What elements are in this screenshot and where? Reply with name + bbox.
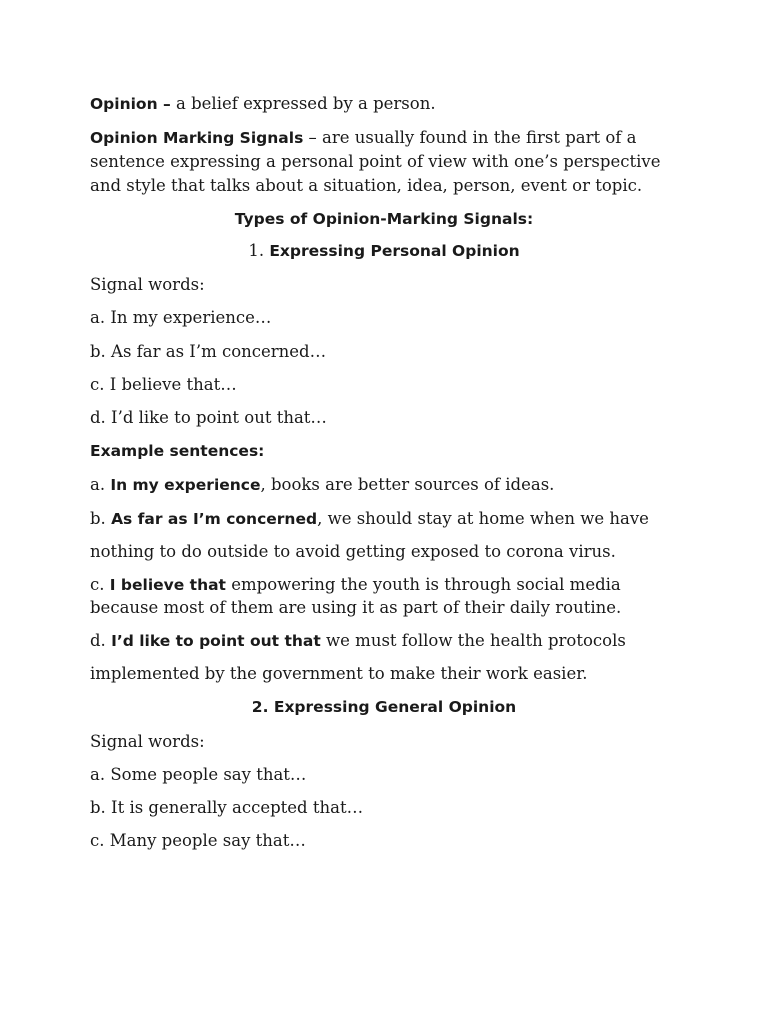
opinion-definition-text: a belief expressed by a person. (170, 94, 436, 113)
example-c-signal: I believe that (109, 576, 226, 594)
section-2-signal-a: a. Some people say that… (90, 765, 307, 784)
section-2-heading (0, 695, 768, 719)
example-c-text: empowering the youth is through social media (225, 575, 621, 594)
example-d (90, 629, 626, 653)
examples-heading-text: Example sentences: (90, 442, 265, 460)
section-2-signal-c: c. Many people say that… (90, 831, 306, 850)
section-1-number: 1. (248, 241, 270, 260)
types-heading-text: Types of Opinion-Marking Signals: (234, 210, 534, 228)
section-2-title: 2. Expressing General Opinion (251, 698, 517, 716)
example-a-text: , books are better sources of ideas. (260, 475, 555, 494)
example-c-line-2: because most of them are using it as part of their daily routine. (90, 598, 622, 617)
section-1-title: Expressing Personal Opinion (269, 242, 520, 260)
section-2-signal-b: b. It is generally accepted that… (90, 798, 364, 817)
example-b-prefix: b. (90, 509, 112, 528)
example-b-signal: As far as I’m concerned (111, 510, 318, 528)
example-b-text: , we should stay at home when we have (317, 509, 649, 528)
section-1-heading (0, 239, 768, 263)
signals-term: Opinion Marking Signals (90, 129, 304, 147)
section-1-signal-c: c. I believe that… (90, 375, 237, 394)
signals-definition-line-1 (90, 126, 637, 150)
example-d-signal: I’d like to point out that (111, 632, 321, 650)
signals-definition-line-2: sentence expressing a personal point of view with one’s perspective (90, 152, 661, 171)
example-d-line-2: implemented by the government to make their work easier. (90, 664, 588, 683)
opinion-definition (90, 92, 436, 116)
example-a-signal: In my experience (110, 476, 261, 494)
example-d-prefix: d. (90, 631, 112, 650)
example-b (90, 507, 649, 531)
opinion-term: Opinion – (90, 95, 171, 113)
examples-heading (90, 439, 264, 463)
signals-definition-line-3: and style that talks about a situation, idea, person, event or topic. (90, 176, 643, 195)
example-a (90, 473, 554, 497)
signals-definition-text: – are usually found in the first part of a (303, 128, 637, 147)
example-b-line-2: nothing to do outside to avoid getting exposed to corona virus. (90, 542, 616, 561)
types-heading (0, 207, 768, 231)
example-d-text: we must follow the health protocols (320, 631, 626, 650)
section-2-signal-label: Signal words: (90, 732, 205, 751)
section-1-signal-label: Signal words: (90, 275, 205, 294)
example-c (90, 573, 621, 597)
section-1-signal-d: d. I’d like to point out that… (90, 408, 327, 427)
section-1-signal-a: a. In my experience… (90, 308, 272, 327)
example-a-prefix: a. (90, 475, 111, 494)
section-1-signal-b: b. As far as I’m concerned… (90, 342, 327, 361)
example-c-prefix: c. (90, 575, 110, 594)
